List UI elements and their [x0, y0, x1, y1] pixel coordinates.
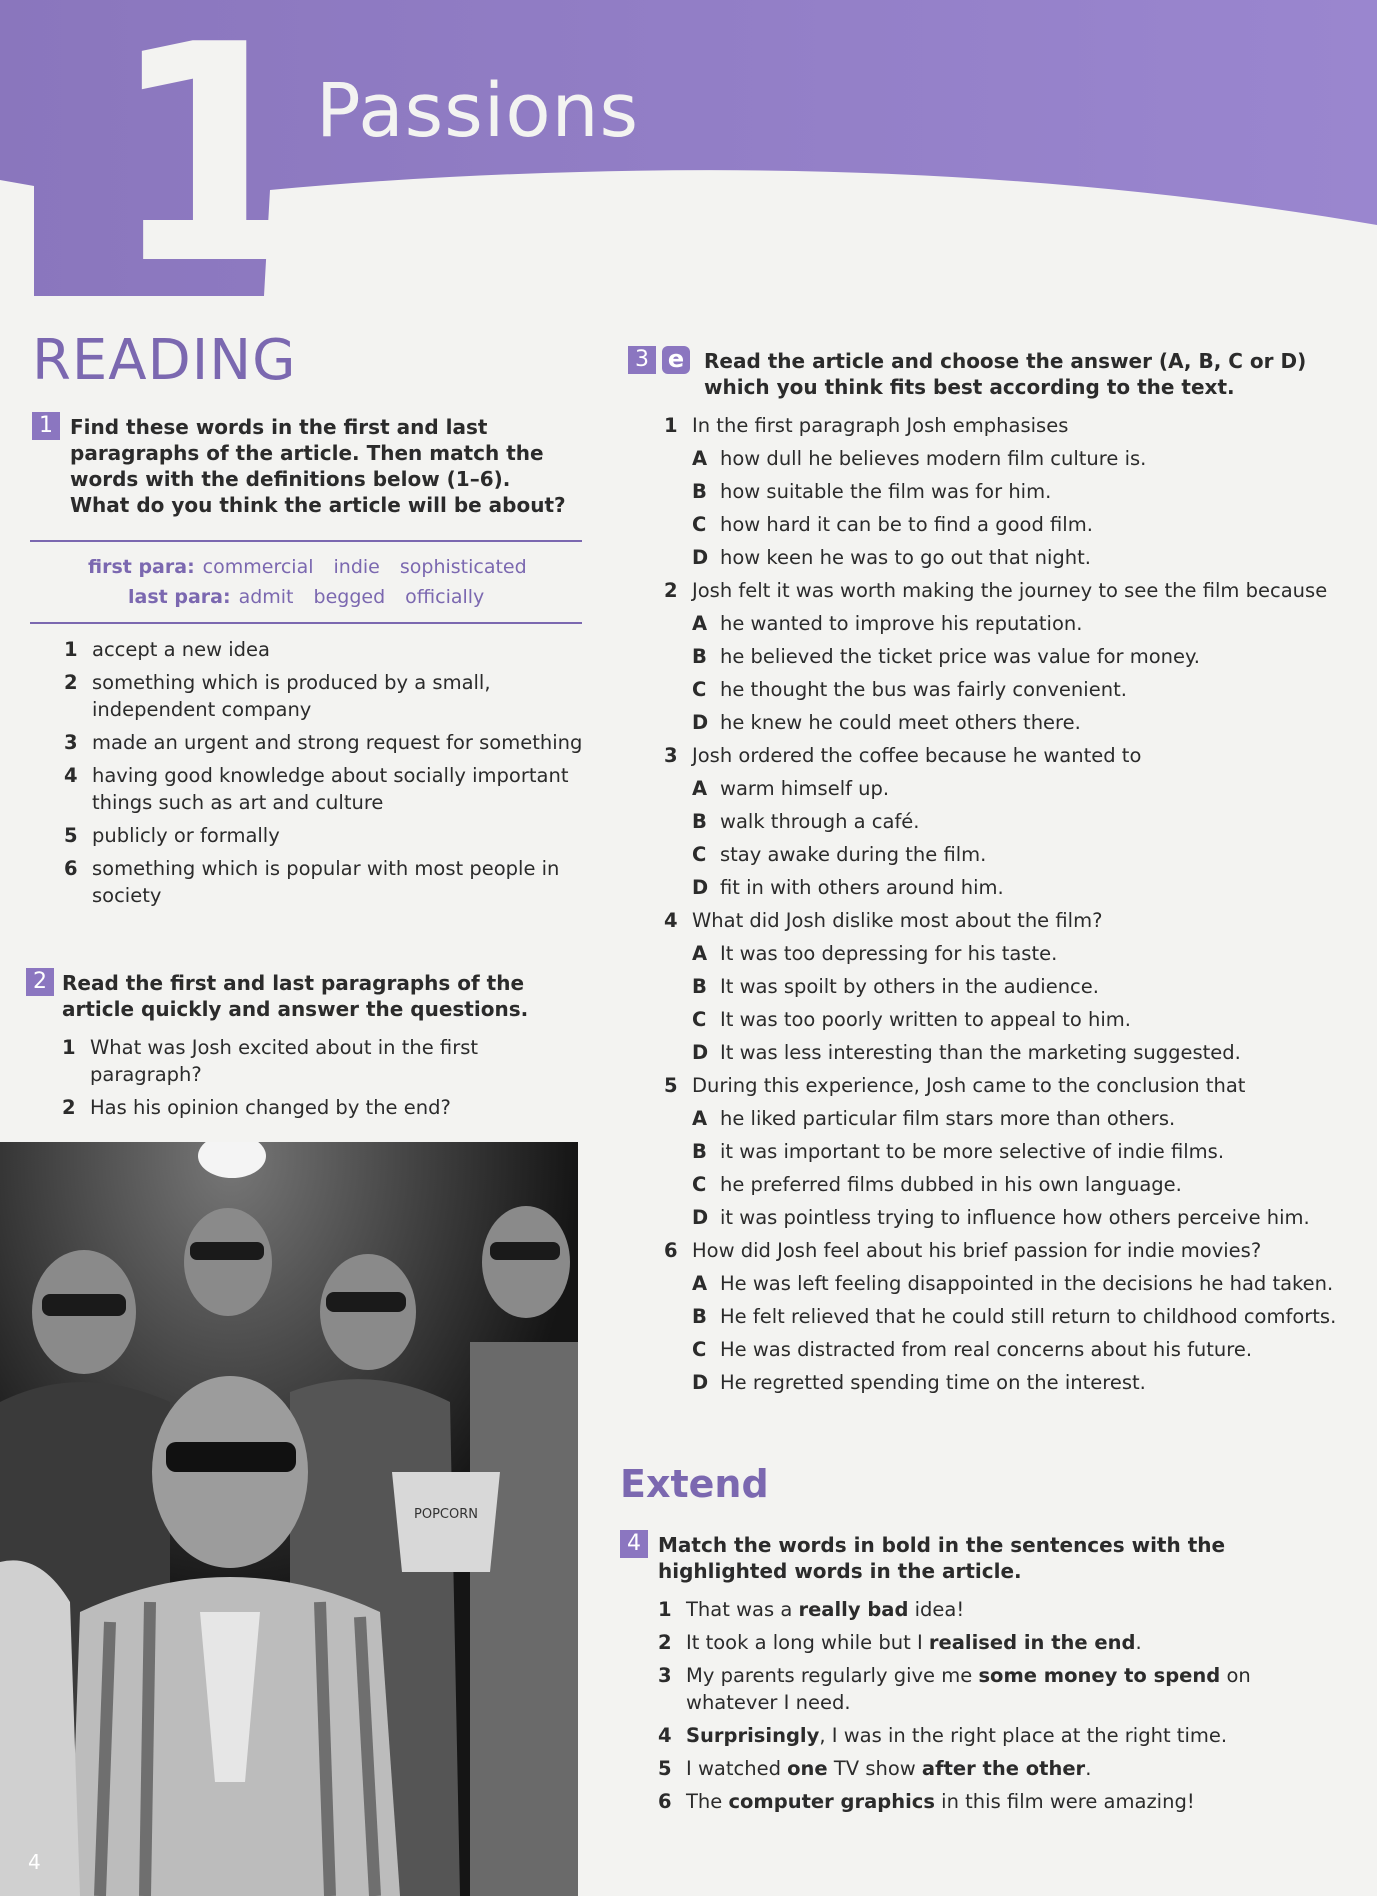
option: A warm himself up.	[692, 777, 890, 800]
option: A He was left feeling disappointed in the decisions he had taken.	[692, 1272, 1334, 1295]
first-para-label: first para:	[88, 556, 195, 578]
popcorn-label: POPCORN	[414, 1507, 478, 1522]
question-6: 6 How did Josh feel about his brief passion for indie movies? A He was left feeling disappointed in the decisions he had taken. B He felt relieved that he could still return to childhood comforts. C He was distracted from real concerns about his future. D He regretted spending time on the interest.	[664, 1238, 1364, 1395]
option: A he wanted to improve his reputation.	[692, 612, 1083, 635]
option: D it was pointless trying to influence how others perceive him.	[692, 1206, 1310, 1229]
option: C He was distracted from real concerns about his future.	[692, 1338, 1253, 1361]
option: B it was important to be more selective of indie films.	[692, 1140, 1225, 1163]
option: B he believed the ticket price was value for money.	[692, 645, 1200, 668]
exercise-2-instruction	[26, 970, 566, 1022]
option: D fit in with others around him.	[692, 876, 1004, 899]
word-sophisticated: sophisticated	[399, 556, 527, 578]
option: B He felt relieved that he could still return to childhood comforts.	[692, 1305, 1337, 1328]
question-4: 4 What did Josh dislike most about the film? A It was too depressing for his taste. B It was spoilt by others in the audience. C It was too poorly written to appeal to him. D It was less interesting than the marketing suggested.	[664, 908, 1364, 1065]
word-begged: begged	[313, 586, 386, 608]
word-indie: indie	[333, 556, 380, 578]
question-2: 2 Josh felt it was worth making the journey to see the film because A he wanted to improve his reputation. B he believed the ticket price was value for money. C he thought the bus was fairly convenient. D he knew he could meet others there.	[664, 578, 1364, 735]
list-item: 5 publicly or formally	[64, 824, 280, 847]
option: A he liked particular film stars more than others.	[692, 1107, 1176, 1130]
word-commercial: commercial	[202, 556, 314, 578]
exercise-2-list	[62, 1034, 502, 1127]
word-admit: admit	[238, 586, 294, 608]
list-item: 3 made an urgent and strong request for something	[64, 731, 583, 754]
option: A It was too depressing for his taste.	[692, 942, 1058, 965]
list-item: 2 Has his opinion changed by the end?	[62, 1096, 451, 1119]
option: C he thought the bus was fairly convenient.	[692, 678, 1127, 701]
option: B walk through a café.	[692, 810, 920, 833]
question-5: 5 During this experience, Josh came to the conclusion that A he liked particular film stars more than others. B it was important to be more selective of indie films. C he preferred films dubbed in his own language. D it was pointless trying to influence how others perceive him.	[664, 1073, 1364, 1230]
option: C he preferred films dubbed in his own language.	[692, 1173, 1182, 1196]
exercise-3-questions	[664, 413, 1364, 1403]
exercise-3-number: 3	[628, 346, 656, 374]
option: C stay awake during the film.	[692, 843, 987, 866]
list-item: 1 accept a new idea	[64, 638, 271, 661]
first-para-row	[88, 556, 547, 578]
exercise-4-instruction	[620, 1532, 1360, 1584]
word-officially: officially	[405, 586, 485, 608]
option: B It was spoilt by others in the audience.	[692, 975, 1099, 998]
list-item: 6 something which is popular with most people in society	[64, 857, 560, 907]
exercise-1-list	[64, 636, 584, 915]
word-box	[30, 540, 582, 624]
list-item: 5 I watched one TV show after the other.	[658, 1757, 1092, 1780]
exercise-2-number: 2	[26, 968, 54, 996]
exercise-1-instruction	[32, 414, 572, 518]
reading-heading: READING	[32, 328, 297, 393]
option: D It was less interesting than the marketing suggested.	[692, 1041, 1241, 1064]
list-item: 1 That was a really bad idea!	[658, 1598, 965, 1621]
option: D He regretted spending time on the interest.	[692, 1371, 1146, 1394]
exercise-4-number: 4	[620, 1530, 648, 1558]
cinema-audience-photo	[0, 1142, 578, 1896]
exercise-4-text: Match the words in bold in the sentences with the highlighted words in the article.	[658, 1533, 1226, 1583]
option: B how suitable the film was for him.	[692, 480, 1052, 503]
list-item: 3 My parents regularly give me some money to spend on whatever I need.	[658, 1664, 1251, 1714]
exercise-2-text: Read the first and last paragraphs of the article quickly and answer the questions.	[62, 971, 529, 1021]
option: C how hard it can be to find a good film.	[692, 513, 1093, 536]
option: A how dull he believes modern film culture is.	[692, 447, 1147, 470]
option: D how keen he was to go out that night.	[692, 546, 1091, 569]
last-para-label: last para:	[128, 586, 231, 608]
list-item: 1 What was Josh excited about in the first paragraph?	[62, 1036, 479, 1086]
exercise-1-text: Find these words in the first and last paragraphs of the article. Then match the words with the definitions below (1–6). What do you think the article will be about?	[70, 415, 566, 517]
chapter-title: Passions	[316, 68, 640, 154]
page-number: 4	[28, 1850, 41, 1874]
exercise-3-instruction	[628, 345, 1358, 400]
list-item: 6 The computer graphics in this film were amazing!	[658, 1790, 1195, 1813]
exercise-1-number: 1	[32, 412, 60, 440]
list-item: 4 having good knowledge about socially important things such as art and culture	[64, 764, 569, 814]
exercise-3-text: Read the article and choose the answer (A, B, C or D) which you think fits best according to the text.	[704, 349, 1307, 399]
question-3: 3 Josh ordered the coffee because he wanted to A warm himself up. B walk through a café. C stay awake during the film. D fit in with others around him.	[664, 743, 1364, 900]
list-item: 2 It took a long while but I realised in the end.	[658, 1631, 1142, 1654]
last-para-row	[128, 586, 504, 608]
extend-heading: Extend	[620, 1462, 769, 1506]
list-item: 4 Surprisingly, I was in the right place at the right time.	[658, 1724, 1228, 1747]
question-1: 1 In the first paragraph Josh emphasises A how dull he believes modern film culture is. B how suitable the film was for him. C how hard it can be to find a good film. D how keen he was to go out that night.	[664, 413, 1364, 570]
chapter-number: 1	[108, 0, 317, 330]
list-item: 2 something which is produced by a small, independent company	[64, 671, 491, 721]
option: C It was too poorly written to appeal to him.	[692, 1008, 1131, 1031]
exercise-4-list	[658, 1596, 1258, 1821]
option: D he knew he could meet others there.	[692, 711, 1081, 734]
exam-e-icon: e	[662, 346, 690, 374]
